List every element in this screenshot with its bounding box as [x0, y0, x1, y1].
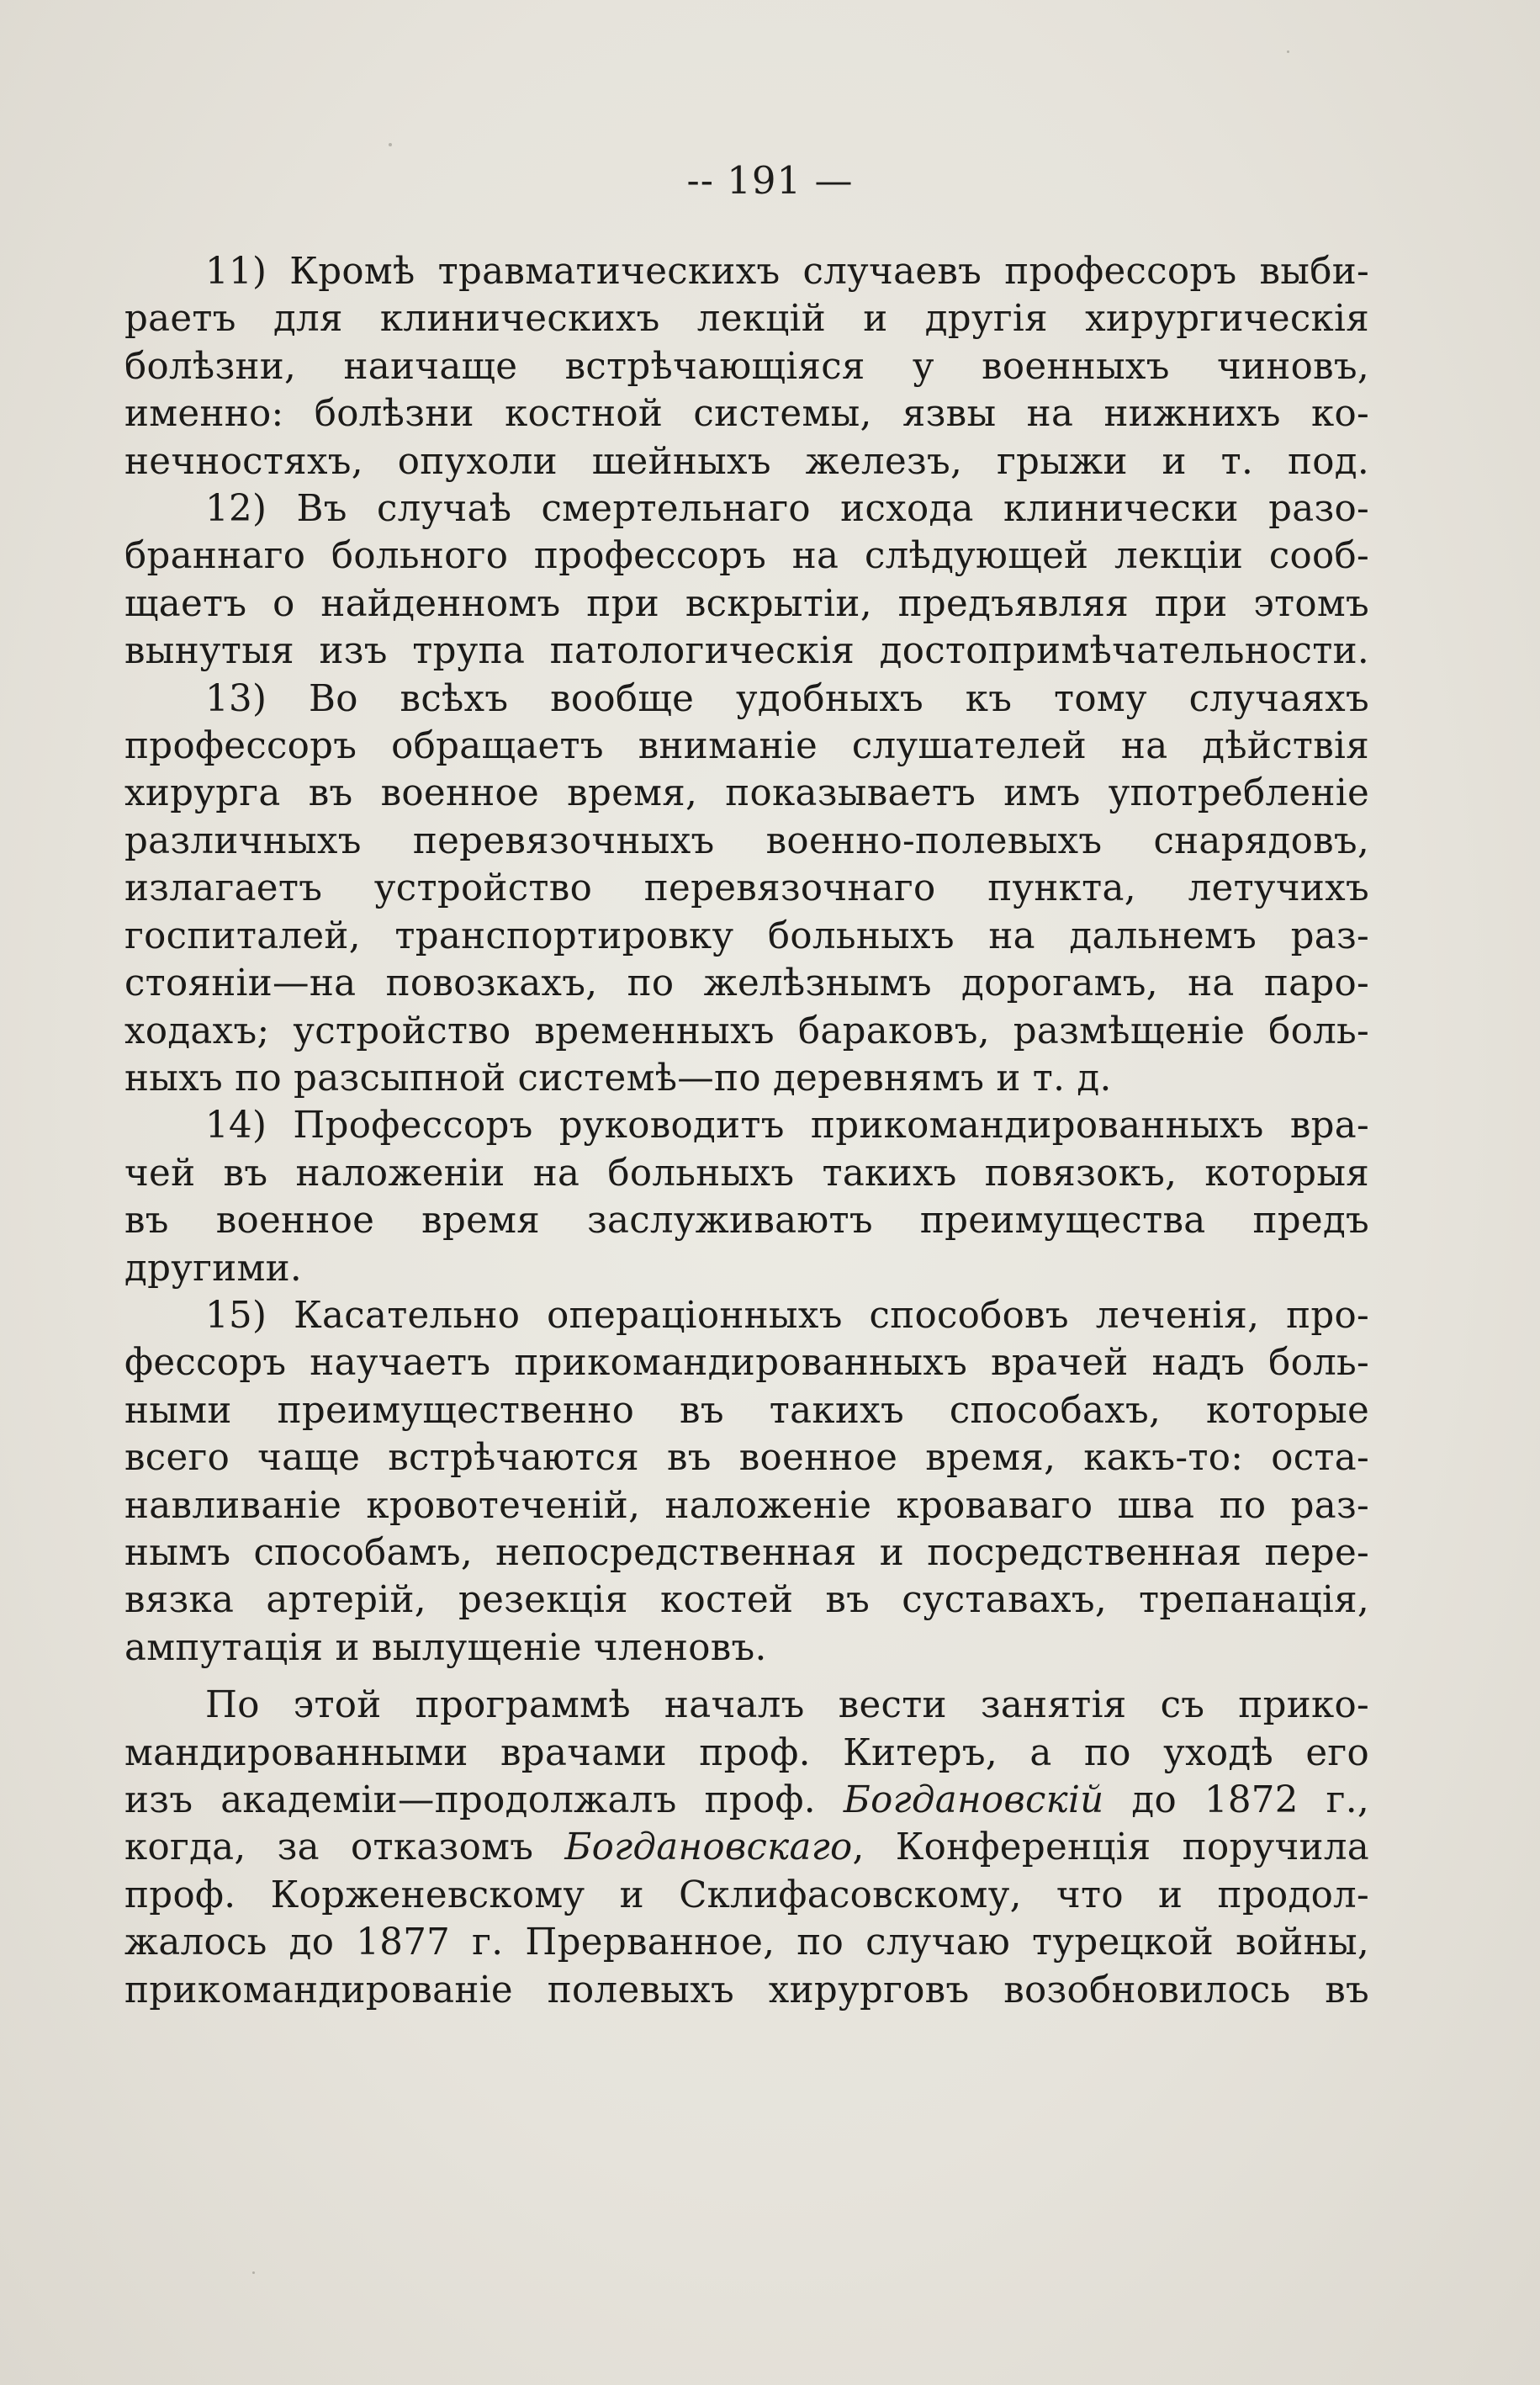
- text-line: госпиталей, транспортировку больныхъ на дальнемъ раз-: [124, 914, 1369, 957]
- text-line: жалось до 1877 г. Прерванное, по случаю турецкой войны,: [124, 1921, 1369, 1964]
- paragraph-item-11: [124, 248, 1369, 485]
- paper-speck: [252, 2271, 255, 2274]
- paragraph-item-13: [124, 676, 1369, 1103]
- text-line: нечностяхъ, опухоли шейныхъ железъ, грыжи и т. под.: [124, 440, 1369, 483]
- text-line: фессоръ научаетъ прикомандированныхъ врачей надъ боль-: [124, 1342, 1369, 1385]
- text-line: навливаніе кровотеченій, наложеніе кроваваго шва по раз-: [124, 1484, 1369, 1527]
- text-line: прикомандированіе полевыхъ хирурговъ возобновилось въ: [124, 1969, 1369, 2011]
- text-line: 11) Кромѣ травматическихъ случаевъ профессоръ выби-: [205, 251, 1369, 293]
- text-line: чей въ наложеніи на больныхъ такихъ повязокъ, которыя: [124, 1152, 1369, 1195]
- text-line: нымъ способамъ, непосредственная и посредственная пере-: [124, 1531, 1369, 1574]
- text-line: вязка артерій, резекція костей въ суставахъ, трепанація,: [124, 1579, 1369, 1622]
- paragraph-item-15: [124, 1292, 1369, 1672]
- text-run: когда, за отказомъ: [124, 1826, 565, 1869]
- text-line: 12) Въ случаѣ смертельнаго исхода клинически разо-: [205, 488, 1369, 531]
- text-line: хирурга въ военное время, показываетъ имъ употребленіе: [124, 772, 1369, 815]
- text-line: въ военное время заслуживаютъ преимущества предъ: [124, 1200, 1369, 1243]
- text-line: болѣзни, наичаще встрѣчающіяся у военныхъ чиновъ,: [124, 345, 1369, 388]
- text-line: ходахъ; устройство временныхъ бараковъ, размѣщеніе боль-: [124, 1010, 1369, 1052]
- text-line: излагаетъ устройство перевязочнаго пункта, летучихъ: [124, 867, 1369, 910]
- body-text: [124, 248, 1369, 2014]
- text-line: ныхъ по разсыпной системѣ—по деревнямъ и т. д.: [124, 1057, 1112, 1100]
- text-line: мандированными врачами проф. Китеръ, а по уходѣ его: [124, 1731, 1369, 1774]
- paper-speck: [389, 143, 392, 146]
- text-line: профессоръ обращаетъ вниманіе слушателей на дѣйствія: [124, 725, 1369, 768]
- paper-speck: [1287, 50, 1289, 53]
- text-line: ампутація и вылущеніе членовъ.: [124, 1626, 767, 1669]
- text-line: [124, 1824, 1369, 1871]
- text-line: проф. Корженевскому и Склифасовскому, что и продол-: [124, 1874, 1369, 1916]
- text-line: [124, 1777, 1369, 1824]
- text-line: браннаго больного профессоръ на слѣдующей лекціи сооб-: [124, 535, 1369, 578]
- text-line: другими.: [124, 1247, 303, 1290]
- italic-name-bogdanovskago: Богдановскаго: [564, 1826, 853, 1869]
- text-run: изъ академіи—продолжалъ проф.: [124, 1779, 844, 1821]
- text-line: именно: болѣзни костной системы, язвы на нижнихъ ко-: [124, 393, 1369, 436]
- text-line: 14) Профессоръ руководитъ прикомандированныхъ вра-: [205, 1105, 1369, 1147]
- text-line: По этой программѣ началъ вести занятія съ прико-: [205, 1684, 1369, 1727]
- paragraph-item-14: [124, 1102, 1369, 1292]
- text-run: до 1872 г.,: [1103, 1779, 1369, 1821]
- text-line: щаетъ о найденномъ при вскрытіи, предъявляя при этомъ: [124, 582, 1369, 625]
- text-line: всего чаще встрѣчаются въ военное время, какъ-то: оста-: [124, 1437, 1369, 1480]
- italic-name-bogdanovsky: Богдановскій: [843, 1779, 1104, 1821]
- paragraph-closing: [124, 1682, 1369, 2014]
- page-number: -- 191 —: [686, 158, 854, 203]
- text-run: , Конференція поручила: [852, 1826, 1370, 1869]
- text-line: ными преимущественно въ такихъ способахъ, которые: [124, 1389, 1369, 1432]
- text-line: вынутыя изъ трупа патологическія достопримѣчательности.: [124, 630, 1369, 673]
- text-line: 15) Касательно операціонныхъ способовъ леченія, про-: [205, 1294, 1369, 1337]
- paragraph-item-12: [124, 485, 1369, 676]
- text-line: 13) Во всѣхъ вообще удобныхъ къ тому случаяхъ: [205, 677, 1369, 720]
- text-line: различныхъ перевязочныхъ военно-полевыхъ снарядовъ,: [124, 819, 1369, 862]
- text-line: стояніи—на повозкахъ, по желѣзнымъ дорогамъ, на паро-: [124, 962, 1369, 1005]
- text-line: раетъ для клиническихъ лекцій и другія хирургическія: [124, 298, 1369, 341]
